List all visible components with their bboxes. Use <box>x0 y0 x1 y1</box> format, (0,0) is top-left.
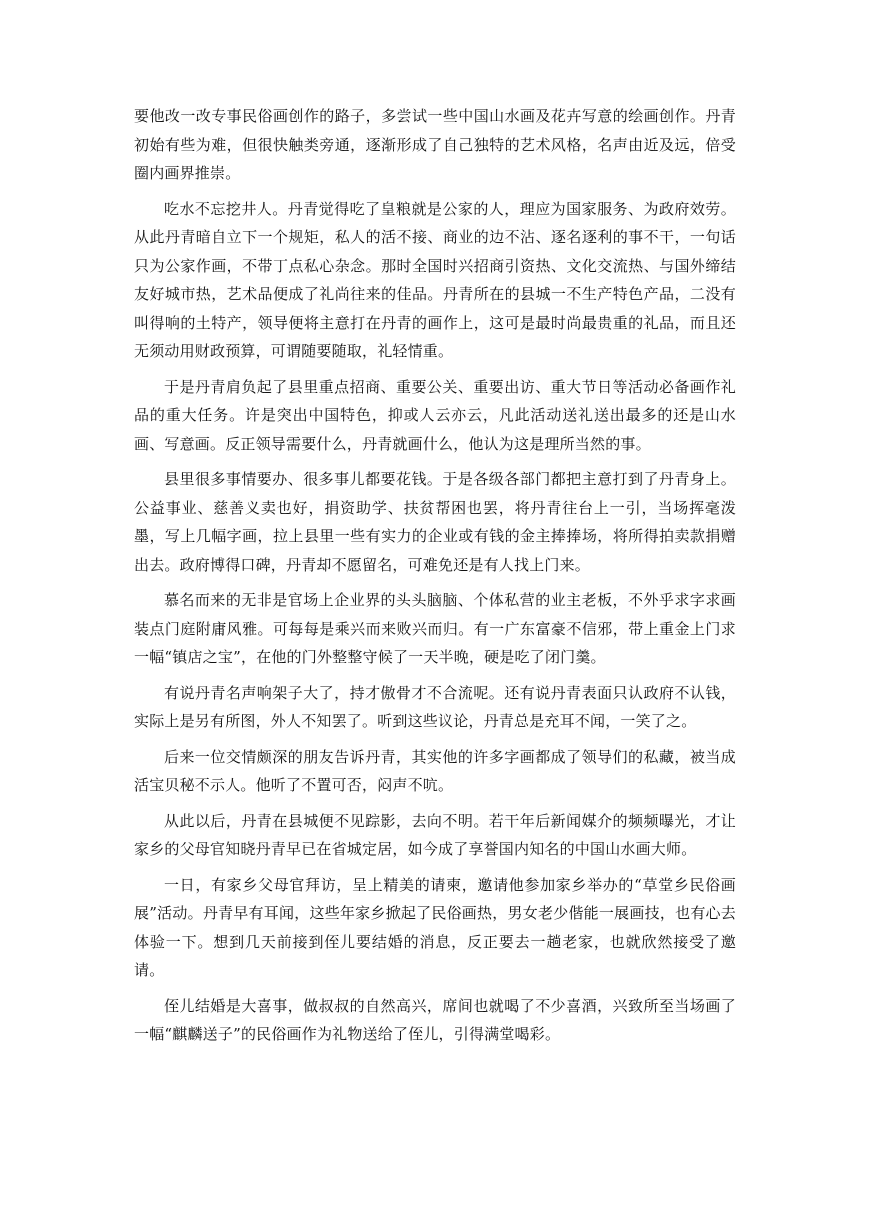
paragraph: 一日，有家乡父母官拜访，呈上精美的请柬，邀请他参加家乡举办的“草堂乡民俗画展”活动。丹青早有耳闻，这些年家乡掀起了民俗画热，男女老少偕能一展画技，也有心去体验一下。想到几天前接到侄儿要结婚的消息，反正要去一趟老家，也就欣然接受了邀请。 <box>134 875 736 979</box>
document-page <box>134 102 736 1056</box>
paragraph: 侄儿结婚是大喜事，做叔叔的自然高兴，席间也就喝了不少喜酒，兴致所至当场画了一幅“麒麟送子”的民俗画作为礼物送给了侄儿，引得满堂喝彩。 <box>134 996 736 1043</box>
paragraph: 慕名而来的无非是官场上企业界的头头脑脑、个体私营的业主老板，不外乎求字求画装点门庭附庸风雅。可每每是乘兴而来败兴而归。有一广东富豪不信邪，带上重金上门求一幅“镇店之宝”，在他的门外整整守候了一天半晚，硬是吃了闭门羹。 <box>134 591 736 666</box>
paragraph: 从此以后，丹青在县城便不见踪影，去向不明。若干年后新闻媒介的频频曝光，才让家乡的父母官知晓丹青早已在省城定居，如今成了享誉国内知名的中国山水画大师。 <box>134 811 736 858</box>
paragraph: 于是丹青肩负起了县里重点招商、重要公关、重要出访、重大节日等活动必备画作礼品的重大任务。许是突出中国特色，抑或人云亦云，凡此活动送礼送出最多的还是山水画、写意画。反正领导需要什么，丹青就画什么，他认为这是理所当然的事。 <box>134 377 736 453</box>
paragraph: 吃水不忘挖井人。丹青觉得吃了皇粮就是公家的人，理应为国家服务、为政府效劳。从此丹青暗自立下一个规矩，私人的活不接、商业的边不沾、逐名逐利的事不干，一句话只为公家作画，不带丁点私心杂念。那时全国时兴招商引资热、文化交流热、与国外缔结友好城市热，艺术品便成了礼尚往来的佳品。丹青所在的县城一不生产特色产品，二没有叫得响的土特产，领导便将主意打在丹青的画作上，这可是最时尚最贵重的礼品，而且还无须动用财政预算，可谓随要随取，礼轻情重。 <box>134 199 736 360</box>
paragraph: 后来一位交情颇深的朋友告诉丹青，其实他的许多字画都成了领导们的私藏，被当成活宝贝秘不示人。他听了不置可否，闷声不吭。 <box>134 747 736 794</box>
paragraph: 要他改一改专事民俗画创作的路子，多尝试一些中国山水画及花卉写意的绘画创作。丹青初始有些为难，但很快触类旁通，逐渐形成了自己独特的艺术风格，名声由近及远，倍受圈内画界推崇。 <box>134 107 736 182</box>
paragraph: 县里很多事情要办、很多事儿都要花钱。于是各级各部门都把主意打到了丹青身上。公益事业、慈善义卖也好，捐资助学、扶贫帮困也罢，将丹青往台上一引，当场挥毫泼墨，写上几幅字画，拉上县里一些有实力的企业或有钱的金主捧捧场，将所得拍卖款捐赠出去。政府博得口碑，丹青却不愿留名，可难免还是有人找上门来。 <box>134 470 736 574</box>
paragraph: 有说丹青名声响架子大了，持才傲骨才不合流呢。还有说丹青表面只认政府不认钱，实际上是另有所图，外人不知罢了。听到这些议论，丹青总是充耳不闻，一笑了之。 <box>134 683 736 730</box>
